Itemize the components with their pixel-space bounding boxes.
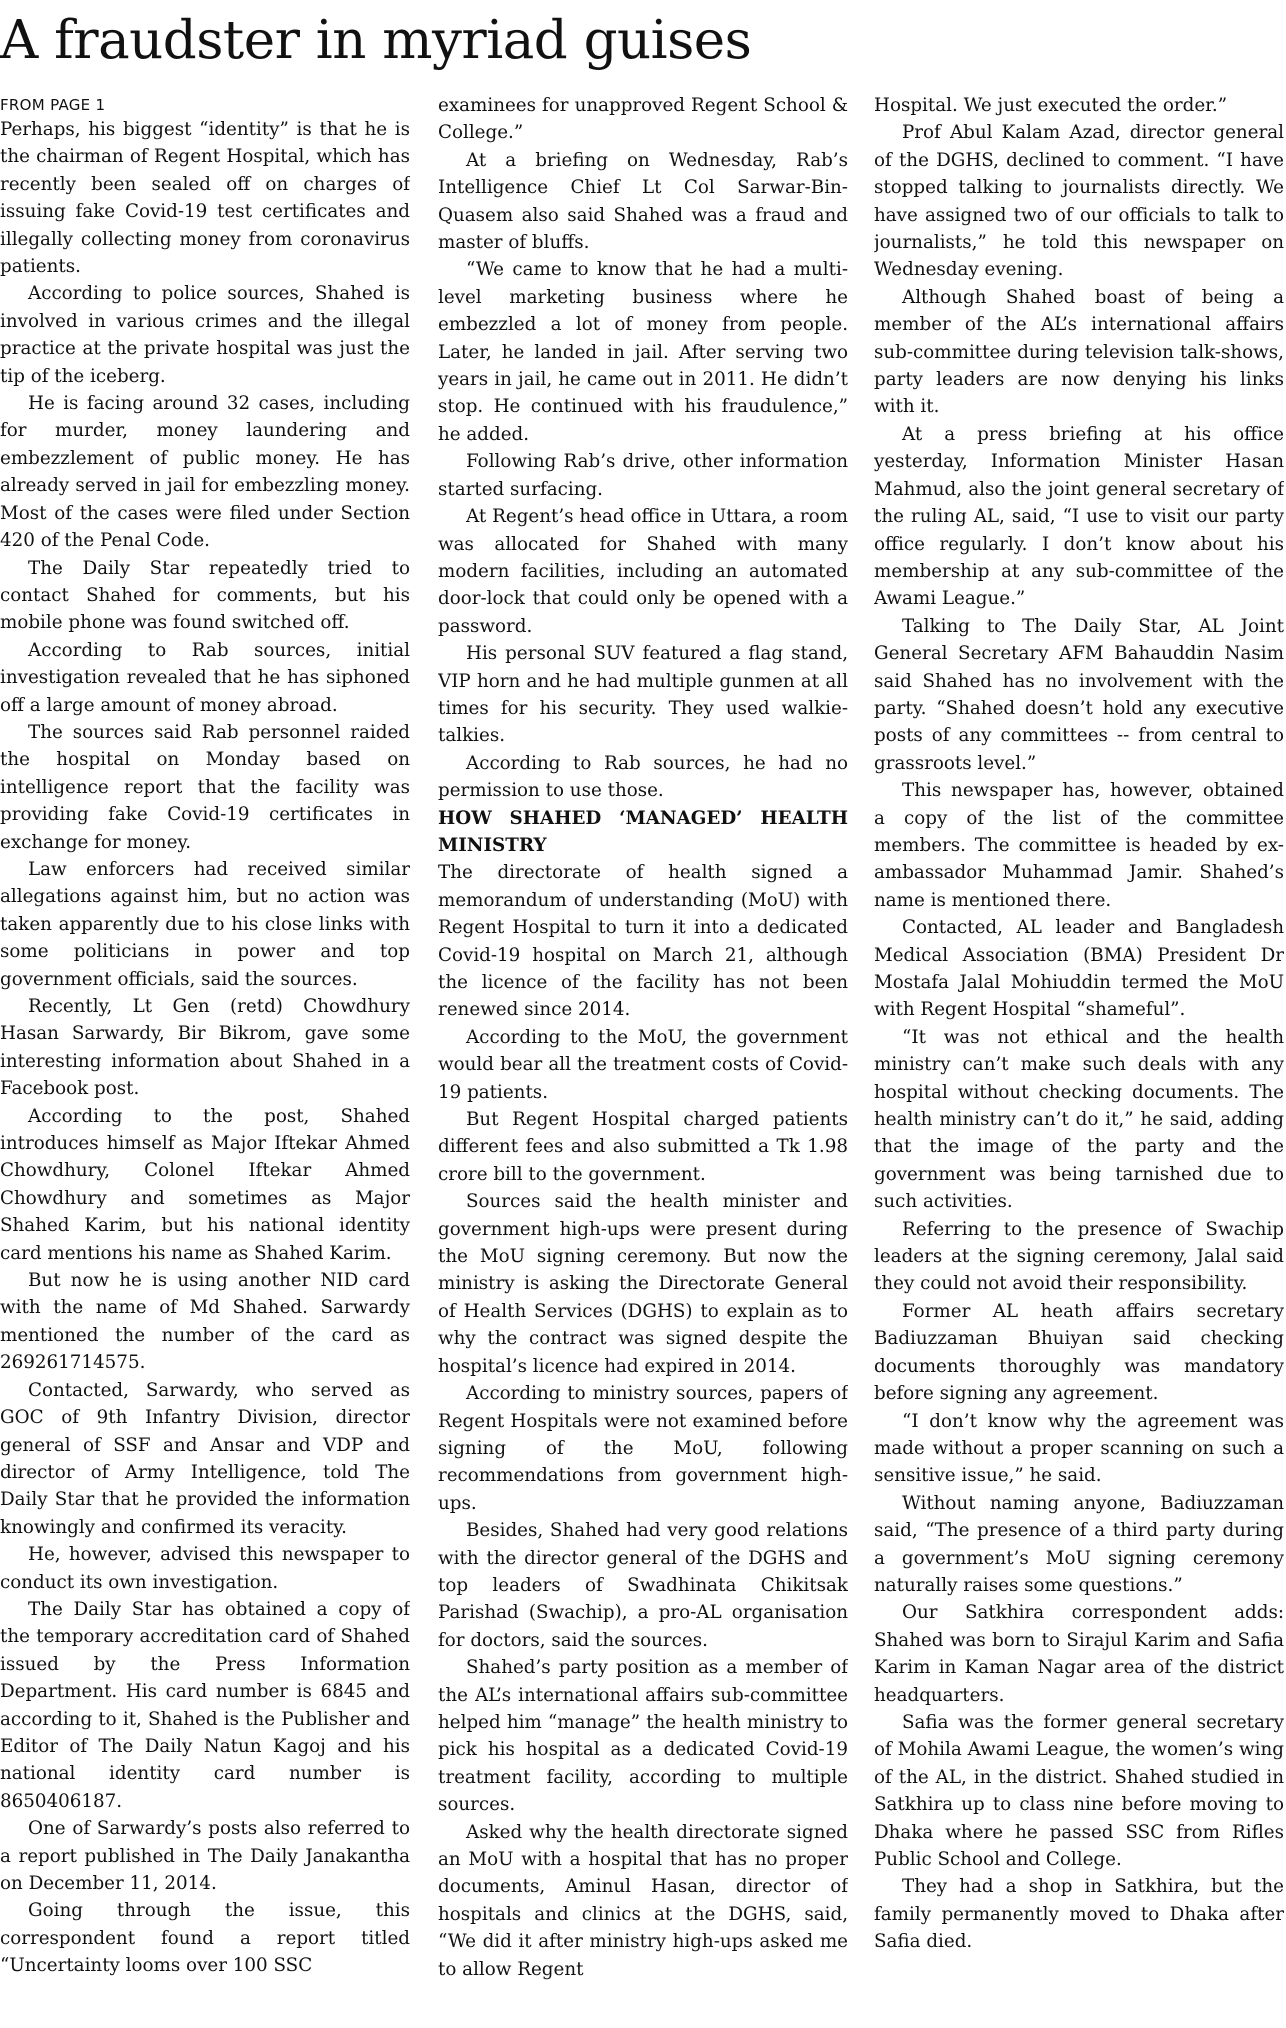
- paragraph: According to the MoU, the government would bear all the treatment costs of Covid-19 patients.: [438, 1026, 848, 1103]
- paragraph: “We came to know that he had a multi-level marketing business where he embezzled a lot of money from people. Later, he landed in jail. After serving two years in jail, he came out in 2011. He didn’t stop. He continued with his fraudulence,” he added.: [438, 259, 848, 445]
- paragraph: Without naming anyone, Badiuzzaman said, “The presence of a third party during a government’s MoU signing ceremony naturally raises some questions.”: [874, 1492, 1284, 1596]
- newspaper-page: [0, 10, 1286, 2028]
- paragraph: The sources said Rab personnel raided the hospital on Monday based on intelligence report that the facility was providing fake Covid-19 certificates in exchange for money.: [0, 721, 410, 853]
- paragraph: He, however, advised this newspaper to conduct its own investigation.: [0, 1544, 410, 1593]
- paragraph: According to police sources, Shahed is involved in various crimes and the illegal practice at the private hospital was just the tip of the iceberg.: [0, 283, 410, 387]
- paragraph: The Daily Star repeatedly tried to contact Shahed for comments, but his mobile phone was found switched off.: [0, 557, 410, 634]
- subheading: HOW SHAHED ‘MANAGED’ HEALTH MINISTRY: [438, 807, 848, 856]
- paragraph: Going through the issue, this correspondent found a report titled “Uncertainty looms over 100 SSC: [0, 1900, 410, 1977]
- kicker: FROM PAGE 1: [0, 96, 106, 114]
- paragraph: Hospital. We just executed the order.”: [874, 95, 1228, 116]
- paragraph: “It was not ethical and the health ministry can’t make such deals with any hospital without checking documents. The health ministry can’t do it,” he said, adding that the image of the party and the government was being tarnished due to such activities.: [874, 1026, 1284, 1213]
- paragraph: The directorate of health signed a memorandum of understanding (MoU) with Regent Hospital to turn it into a dedicated Covid-19 hospital on March 21, although the licence of the facility has not been renewed since 2014.: [438, 862, 848, 1021]
- column-3: [874, 92, 1284, 2024]
- paragraph: According to Rab sources, he had no permission to use those.: [438, 752, 848, 802]
- paragraph: One of Sarwardy’s posts also referred to a report published in The Daily Janakantha on December 11, 2014.: [0, 1818, 410, 1894]
- paragraph: Contacted, Sarwardy, who served as GOC of 9th Infantry Division, director general of SSF and Ansar and VDP and director of Army Intelligence, told The Daily Star that he provided the information knowingly and confirmed its veracity.: [0, 1379, 410, 1538]
- paragraph: He is facing around 32 cases, including for murder, money laundering and embezzlement of public money. He has already served in jail for embezzling money. Most of the cases were filed under Section 420 of the Penal Code.: [0, 393, 410, 552]
- paragraph: The Daily Star has obtained a copy of the temporary accreditation card of Shahed issued by the Press Information Department. His card number is 6845 and according to it, Shahed is the Publisher and Editor of The Daily Natun Kagoj and his national identity card number is 8650406187.: [0, 1598, 410, 1812]
- paragraph: Prof Abul Kalam Azad, director general of the DGHS, declined to comment. “I have stopped talking to journalists directly. We have assigned two of our officials to talk to journalists,” he told this newspaper on Wednesday evening.: [874, 122, 1284, 281]
- paragraph: Our Satkhira correspondent adds: Shahed was born to Sirajul Karim and Safia Karim in Kaman Nagar area of the district headquarters.: [874, 1602, 1284, 1706]
- paragraph: Shahed’s party position as a member of the AL’s international affairs sub-committee helped him “manage” the health ministry to pick his hospital as a dedicated Covid-19 treatment facility, according to multiple sources.: [438, 1657, 848, 1816]
- paragraph: Law enforcers had received similar allegations against him, but no action was taken apparently due to his close links with some politicians in power and top government officials, said the sources.: [0, 858, 410, 990]
- paragraph: Contacted, AL leader and Bangladesh Medical Association (BMA) President Dr Mostafa Jalal Mohiuddin termed the MoU with Regent Hospital “shameful”.: [874, 917, 1284, 1021]
- headline: A fraudster in myriad guises: [0, 10, 752, 71]
- paragraph: Following Rab’s drive, other information started surfacing.: [438, 451, 848, 500]
- paragraph: This newspaper has, however, obtained a copy of the list of the committee members. The committee is headed by ex-ambassador Muhammad Jamir. Shahed’s name is mentioned there.: [874, 780, 1284, 911]
- paragraph: At a briefing on Wednesday, Rab’s Intelligence Chief Lt Col Sarwar-Bin-Quasem also said Shahed was a fraud and master of bluffs.: [438, 149, 848, 254]
- paragraph: According to ministry sources, papers of Regent Hospitals were not examined before signing of the MoU, following recommendations from government high-ups.: [438, 1383, 848, 1514]
- paragraph: “I don’t know why the agreement was made without a proper scanning on such a sensitive issue,” he said.: [874, 1410, 1284, 1487]
- paragraph: But Regent Hospital charged patients different fees and also submitted a Tk 1.98 crore bill to the government.: [438, 1109, 848, 1185]
- paragraph: According to Rab sources, initial investigation revealed that he has siphoned off a large amount of money abroad.: [0, 639, 410, 716]
- paragraph: Although Shahed boast of being a member of the AL’s international affairs sub-committee during television talk-shows, party leaders are now denying his links with it.: [874, 286, 1284, 418]
- paragraph: At a press briefing at his office yesterday, Information Minister Hasan Mahmud, also the joint general secretary of the ruling AL, said, “I use to visit our party office regularly. I don’t know about his membership at any sub-committee of the Awami League.”: [874, 423, 1284, 610]
- paragraph: examinees for unapproved Regent School & College.”: [438, 95, 848, 144]
- paragraph: Besides, Shahed had very good relations with the director general of the DGHS and top leaders of Swadhinata Chikitsak Parishad (Swachip), a pro-AL organisation for doctors, said the sources.: [438, 1520, 848, 1651]
- paragraph: Referring to the presence of Swachip leaders at the signing ceremony, Jalal said they could not avoid their responsibility.: [874, 1218, 1284, 1295]
- paragraph: Perhaps, his biggest “identity” is that he is the chairman of Regent Hospital, which has recently been sealed off on charges of issuing fake Covid-19 test certificates and illegally collecting money from coronavirus patients.: [0, 119, 410, 278]
- paragraph: Talking to The Daily Star, AL Joint General Secretary AFM Bahauddin Nasim said Shahed has no involvement with the party. “Shahed doesn’t hold any executive posts of any committees -- from central to grassroots level.”: [874, 615, 1284, 774]
- paragraph: Asked why the health directorate signed an MoU with a hospital that has no proper documents, Aminul Hasan, director of hospitals and clinics at the DGHS, said, “We did it after ministry high-ups asked me to allow Regent: [438, 1821, 848, 1980]
- paragraph: Former AL heath affairs secretary Badiuzzaman Bhuiyan said checking documents thoroughly was mandatory before signing any agreement.: [874, 1300, 1284, 1405]
- paragraph: Safia was the former general secretary of Mohila Awami League, the women’s wing of the AL, in the district. Shahed studied in Satkhira up to class nine before moving to Dhaka where he passed SSC from Rifles Public School and College.: [874, 1711, 1284, 1870]
- paragraph: But now he is using another NID card with the name of Md Shahed. Sarwardy mentioned the number of the card as 269261714575.: [0, 1270, 410, 1374]
- paragraph: Sources said the health minister and government high-ups were present during the MoU signing ceremony. But now the ministry is asking the Directorate General of Health Services (DGHS) to explain as to why the contract was signed despite the hospital’s licence had expired in 2014.: [438, 1191, 848, 1377]
- paragraph: They had a shop in Satkhira, but the family permanently moved to Dhaka after Safia died.: [874, 1876, 1284, 1953]
- paragraph: Recently, Lt Gen (retd) Chowdhury Hasan Sarwardy, Bir Bikrom, gave some interesting information about Shahed in a Facebook post.: [0, 996, 410, 1100]
- column-2: [438, 92, 848, 2024]
- column-1: [0, 92, 410, 2024]
- paragraph: At Regent’s head office in Uttara, a room was allocated for Shahed with many modern facilities, including an automated door-lock that could only be opened with a password.: [438, 506, 848, 637]
- article-columns: [0, 92, 1286, 2024]
- paragraph: His personal SUV featured a flag stand, VIP horn and he had multiple gunmen at all times for his security. They used walkie-talkies.: [438, 643, 848, 747]
- paragraph: According to the post, Shahed introduces himself as Major Iftekar Ahmed Chowdhury, Colonel Iftekar Ahmed Chowdhury and sometimes as Major Shahed Karim, but his national identity card mentions his name as Shahed Karim.: [0, 1105, 410, 1264]
